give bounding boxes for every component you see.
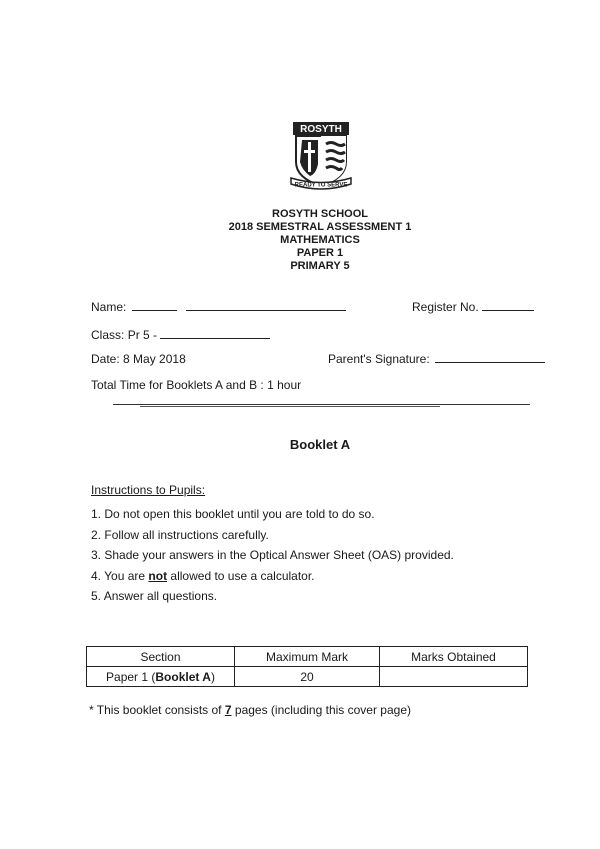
school-crest-logo — [288, 120, 354, 194]
header-section: Section — [87, 647, 235, 667]
crest-banner-text: ROSYTH — [300, 124, 342, 135]
name-label: Name: — [91, 300, 127, 314]
table-row — [87, 667, 528, 687]
booklet-title: Booklet A — [289, 437, 351, 452]
name-field — [91, 300, 346, 314]
class-field — [91, 328, 270, 342]
level-title: PRIMARY 5 — [290, 260, 350, 272]
cell-max-mark: 20 — [235, 667, 380, 687]
divider-line-shadow — [140, 406, 440, 407]
register-field — [412, 300, 534, 314]
class-value: Pr 5 - — [127, 328, 158, 342]
signature-blank — [435, 352, 545, 363]
date-field — [91, 352, 186, 366]
instruction-item: 2. Follow all instructions carefully. — [91, 527, 269, 542]
register-blank — [482, 300, 534, 311]
date-label: Date: — [91, 352, 120, 366]
class-blank — [160, 328, 270, 339]
name-blank-2 — [186, 300, 346, 311]
page-count-note: * This booklet consists of 7 pages (including this cover page) — [89, 703, 411, 717]
total-time: Total Time for Booklets A and B : 1 hour — [91, 378, 302, 392]
marks-table — [86, 646, 528, 687]
class-label: Class: — [91, 328, 125, 342]
table-header-row — [87, 647, 528, 667]
instruction-item: 5. Answer all questions. — [91, 589, 218, 603]
page-count: 7 — [224, 703, 232, 717]
date-value: 8 May 2018 — [123, 352, 186, 366]
crest-motto-text: READY TO SERVE — [294, 182, 348, 189]
assessment-title: 2018 SEMESTRAL ASSESSMENT 1 — [228, 221, 412, 233]
register-label: Register No. — [412, 300, 479, 314]
signature-field — [328, 352, 545, 366]
cell-section: Paper 1 (Booklet A) — [87, 667, 235, 687]
paper-title: PAPER 1 — [296, 247, 344, 259]
name-blank-1 — [132, 300, 177, 311]
signature-label: Parent's Signature: — [328, 352, 430, 366]
instruction-item: 1. Do not open this booklet until you are told to do so. — [91, 507, 375, 521]
school-name: ROSYTH SCHOOL — [272, 208, 368, 220]
instructions-heading: Instructions to Pupils: — [91, 483, 206, 497]
header-marks-obtained: Marks Obtained — [380, 647, 528, 667]
instruction-item: 3. Shade your answers in the Optical Answer Sheet (OAS) provided. — [91, 548, 454, 562]
instruction-item: 4. You are not allowed to use a calculator. — [91, 568, 315, 583]
divider-line — [113, 404, 530, 405]
cell-marks-obtained[interactable] — [380, 667, 528, 687]
subject-title: MATHEMATICS — [280, 234, 360, 246]
header-max-mark: Maximum Mark — [235, 647, 380, 667]
emphasis-not: not — [148, 568, 168, 583]
instructions-list — [91, 506, 454, 609]
